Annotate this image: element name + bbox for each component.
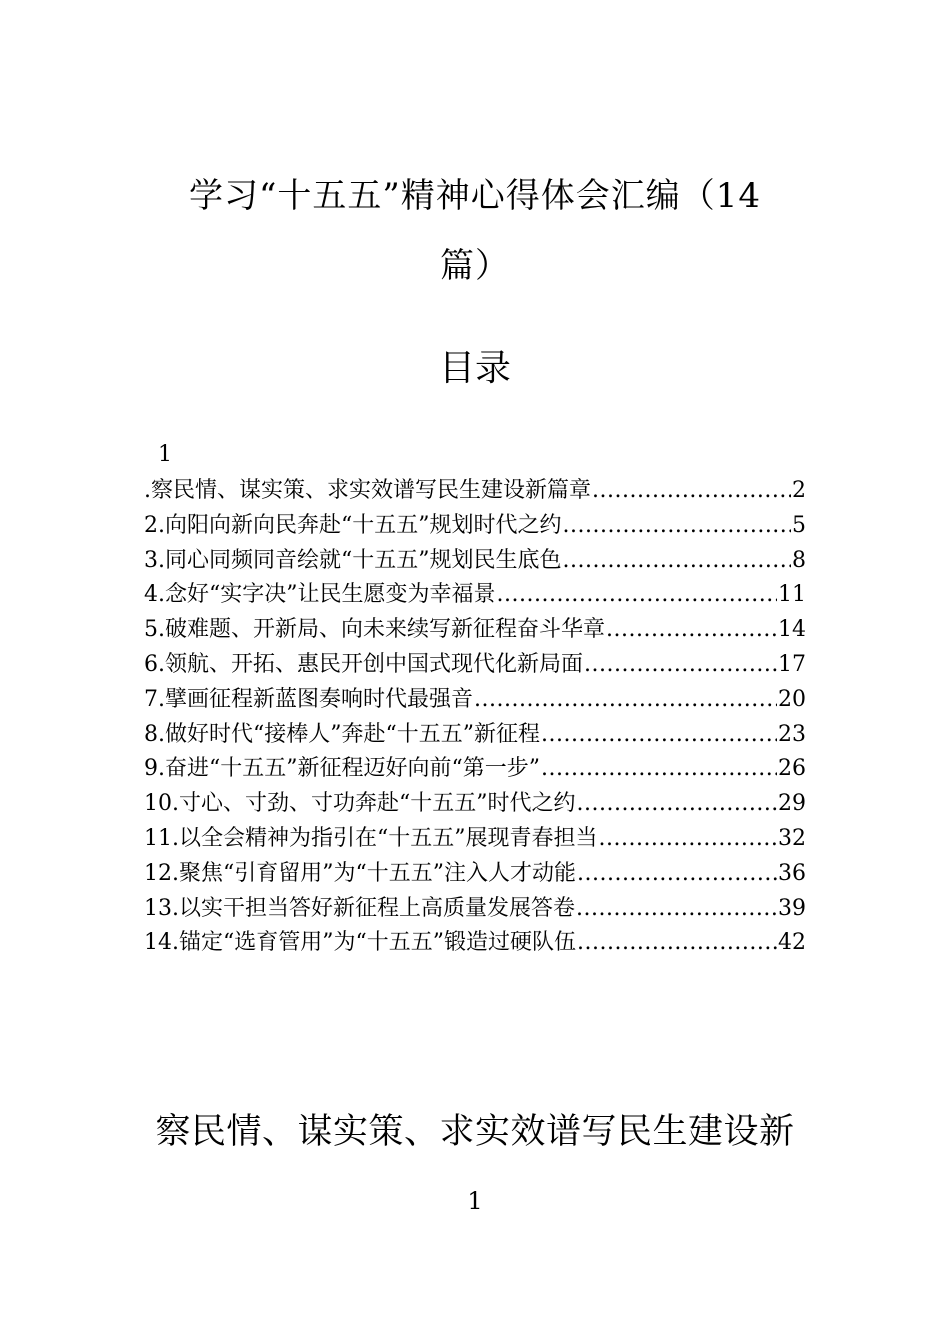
toc-entry-title: 4.念好“实字决”让民生愿变为幸福景: [144, 582, 496, 608]
toc-dot-leader: [576, 892, 777, 927]
toc-dot-leader: [563, 509, 792, 544]
toc-entry-page: 42: [778, 930, 806, 956]
toc-entry-10[interactable]: [144, 787, 806, 822]
toc-dot-leader: [497, 578, 778, 613]
toc-entry-8[interactable]: [144, 718, 806, 753]
page-number: 1: [467, 1187, 483, 1215]
toc-entry-page: 14: [778, 617, 806, 643]
toc-entry-9[interactable]: [144, 752, 806, 787]
toc-dot-leader: [577, 857, 777, 892]
toc-entry-4[interactable]: [144, 578, 806, 613]
toc-entry-page: 36: [778, 860, 806, 886]
toc-entry-title: 14.锚定“选育管用”为“十五五”锻造过硬队伍: [144, 930, 576, 956]
document-title-line-2: 篇）: [440, 246, 510, 286]
toc-entry-title: 2.向阳向新向民奔赴“十五五”规划时代之约: [144, 512, 562, 538]
toc-entry-title: 12.聚焦“引育留用”为“十五五”注入人才动能: [144, 860, 576, 886]
toc-dot-leader: [563, 544, 792, 579]
toc-entry-page: 2: [792, 478, 806, 503]
toc-entry-page: 29: [778, 791, 806, 817]
toc-entry-6[interactable]: [144, 648, 806, 683]
toc-dot-leader: [606, 613, 777, 648]
toc-entry-title: 10.寸心、寸劲、寸功奔赴“十五五”时代之约: [144, 791, 576, 817]
toc-dot-leader: [592, 474, 791, 509]
toc-dot-leader: [576, 787, 777, 822]
toc-entry-page: 26: [778, 756, 806, 782]
toc-entry-page: 8: [792, 547, 806, 573]
toc-entry-title: 13.以实干担当答好新征程上高质量发展答卷: [144, 895, 575, 921]
toc-entry-page: 11: [778, 582, 806, 608]
toc-entry-page: 39: [778, 895, 806, 921]
toc-entry-1[interactable]: [144, 474, 806, 509]
toc-entry-page: 5: [792, 512, 806, 538]
toc-dot-leader: [474, 683, 777, 718]
toc-dot-leader: [541, 752, 777, 787]
toc-entry-11[interactable]: [144, 822, 806, 857]
toc-entry-title: 6.领航、开拓、惠民开创中国式现代化新局面: [144, 651, 583, 677]
toc-entry-page: 32: [778, 825, 806, 851]
toc-entry-page: 23: [778, 721, 806, 747]
toc-entry-page: 20: [778, 686, 806, 712]
toc-entry-12[interactable]: [144, 857, 806, 892]
section-title: 察民情、谋实策、求实效谱写民生建设新: [155, 1112, 795, 1152]
toc-entry-title: 11.以全会精神为指引在“十五五”展现青春担当: [144, 825, 598, 851]
toc-entry-page: 17: [778, 651, 806, 677]
toc-dot-leader: [598, 822, 777, 857]
toc-entry-title: 3.同心同频同音绘就“十五五”规划民生底色: [144, 547, 562, 573]
toc-orphan-number: 1: [158, 442, 172, 467]
document-title-line-1: 学习“十五五”精神心得体会汇编（14: [188, 176, 762, 216]
toc-entry-title: 5.破难题、开新局、向未来续写新征程奋斗华章: [144, 617, 605, 643]
toc-entry-3[interactable]: [144, 544, 806, 579]
toc-heading: 目录: [438, 348, 511, 389]
table-of-contents: [144, 474, 806, 961]
toc-dot-leader: [577, 926, 777, 961]
toc-entry-title: 8.做好时代“接棒人”奔赴“十五五”新征程: [144, 721, 540, 747]
toc-dot-leader: [541, 718, 777, 753]
toc-entry-2[interactable]: [144, 509, 806, 544]
toc-entry-title: .察民情、谋实策、求实效谱写民生建设新篇章: [144, 478, 591, 503]
toc-entry-7[interactable]: [144, 683, 806, 718]
toc-entry-title: 7.擘画征程新蓝图奏响时代最强音: [144, 686, 473, 712]
toc-entry-title: 9.奋进“十五五”新征程迈好向前“第一步”: [144, 756, 540, 782]
toc-entry-5[interactable]: [144, 613, 806, 648]
toc-dot-leader: [584, 648, 777, 683]
toc-entry-13[interactable]: [144, 892, 806, 927]
toc-entry-14[interactable]: [144, 926, 806, 961]
